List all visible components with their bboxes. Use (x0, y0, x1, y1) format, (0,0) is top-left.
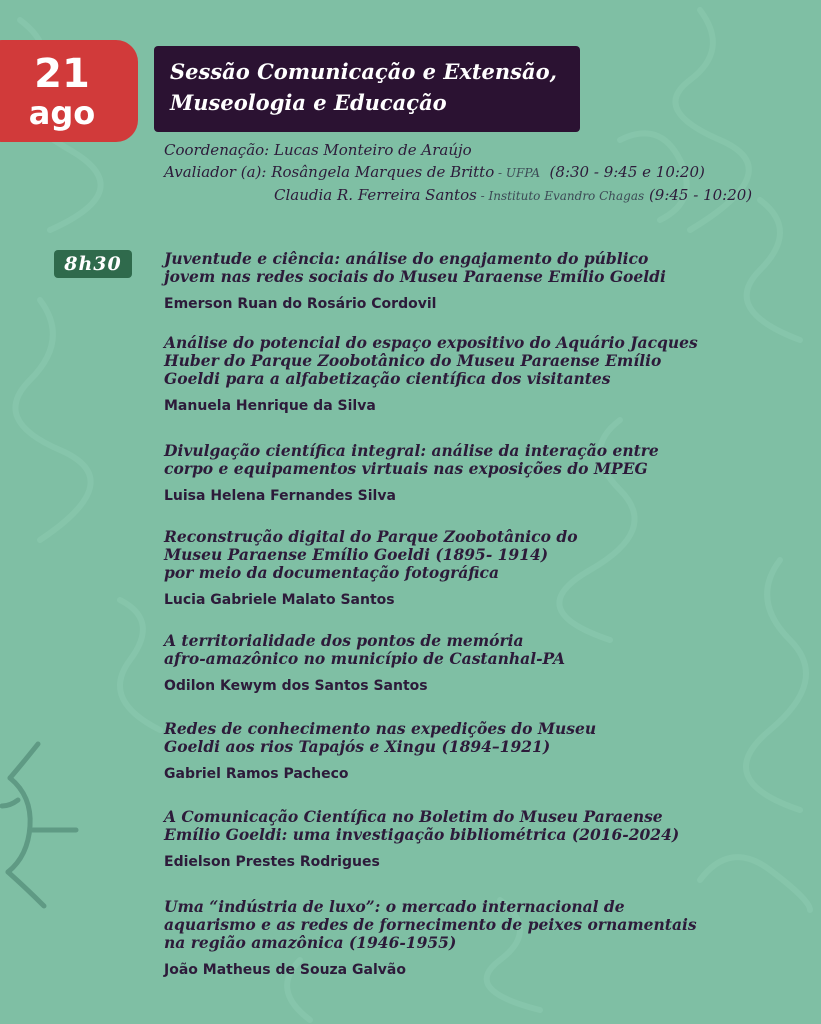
evaluator-2 (274, 186, 752, 204)
talk-item (164, 334, 784, 414)
evaluator-1-time: (8:30 - 9:45 e 10:20) (549, 163, 705, 181)
evaluator-1-name: Avaliador (a): Rosângela Marques de Britto (164, 163, 495, 181)
talk-item (164, 632, 784, 694)
talk-item (164, 528, 784, 608)
evaluator-2-institution: - Instituto Evandro Chagas (476, 189, 645, 203)
date-month: ago (28, 94, 96, 132)
coordination: Coordenação: Lucas Monteiro de Araújo (164, 141, 472, 159)
talk-item (164, 250, 784, 312)
talk-author: João Matheus de Souza Galvão (164, 962, 406, 978)
talk-item (164, 442, 784, 504)
talk-author: Gabriel Ramos Pacheco (164, 766, 349, 782)
talk-title: Juventude e ciência: análise do engajamento do público jovem nas redes sociais do Museu Paraense Emílio Goeldi (164, 249, 666, 286)
talk-title: Reconstrução digital do Parque Zoobotânico do Museu Paraense Emílio Goeldi (1895- 1914) por meio da documentação fotográfica (164, 527, 578, 582)
talk-author: Edielson Prestes Rodrigues (164, 854, 380, 870)
talk-title: A Comunicação Científica no Boletim do Museu Paraense Emílio Goeldi: uma investigação bibliométrica (2016-2024) (164, 807, 680, 844)
talk-author: Lucia Gabriele Malato Santos (164, 592, 395, 608)
evaluator-2-time: (9:45 - 10:20) (648, 186, 753, 204)
talk-title: Redes de conhecimento nas expedições do Museu Goeldi aos rios Tapajós e Xingu (1894–1921) (164, 719, 597, 756)
session-title-line2: Museologia e Educação (170, 90, 447, 115)
talk-author: Emerson Ruan do Rosário Cordovil (164, 296, 437, 312)
talk-item (164, 720, 784, 782)
evaluator-1 (164, 163, 705, 181)
talk-title: A territorialidade dos pontos de memória afro-amazônico no município de Castanhal-PA (164, 631, 566, 668)
talk-title: Análise do potencial do espaço expositivo do Aquário Jacques Huber do Parque Zoobotânico do Museu Paraense Emílio Goeldi para a alfabetização científica dos visitantes (164, 333, 698, 388)
decorative-branch-icon (0, 740, 90, 920)
talk-item (164, 898, 784, 978)
talk-title: Divulgação científica integral: análise da interação entre corpo e equipamentos virtuais nas exposições do MPEG (164, 441, 659, 478)
date-badge (0, 40, 138, 142)
session-title-box (154, 46, 580, 132)
evaluator-2-name: Claudia R. Ferreira Santos (274, 186, 477, 204)
evaluator-1-institution: - UFPA (494, 166, 540, 180)
talk-title: Uma “indústria de luxo”: o mercado internacional de aquarismo e as redes de fornecimento de peixes ornamentais na região amazônica (1946-1955) (164, 897, 697, 952)
session-title-line1: Sessão Comunicação e Extensão, (170, 59, 557, 84)
talk-author: Manuela Henrique da Silva (164, 398, 376, 414)
talk-author: Luisa Helena Fernandes Silva (164, 488, 396, 504)
talk-author: Odilon Kewym dos Santos Santos (164, 678, 428, 694)
time-slot-badge: 8h30 (54, 250, 132, 278)
talk-item (164, 808, 784, 870)
date-day: 21 (34, 51, 90, 97)
